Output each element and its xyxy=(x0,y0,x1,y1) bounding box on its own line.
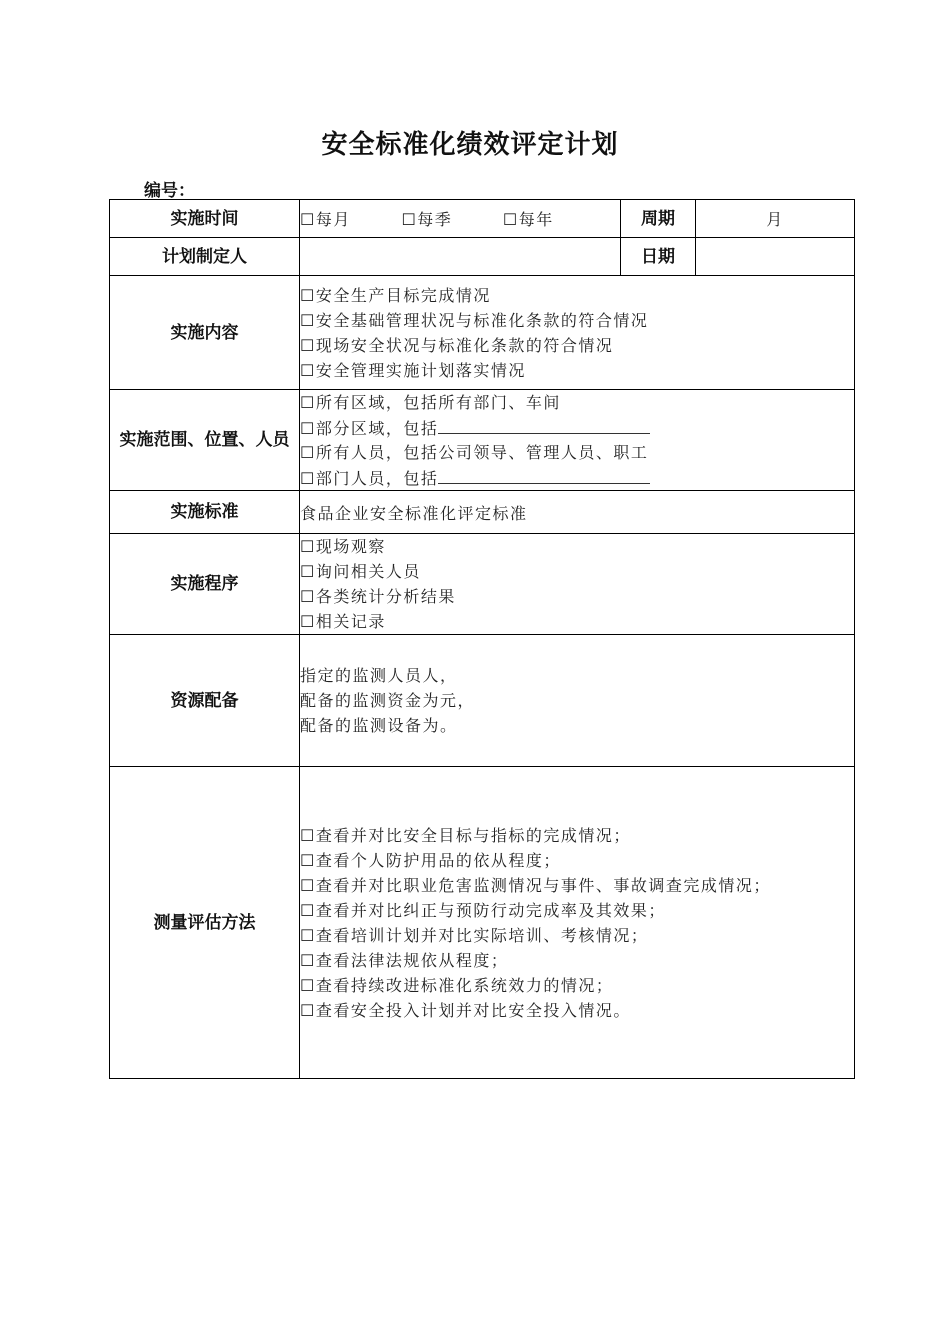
content-option[interactable]: ☐安全基础管理状况与标准化条款的符合情况 xyxy=(300,310,649,330)
method-option[interactable]: ☐查看培训计划并对比实际培训、考核情况； xyxy=(300,925,649,945)
method-option[interactable]: ☐查看个人防护用品的依从程度； xyxy=(300,850,561,870)
period-value: 月 xyxy=(696,200,855,238)
method-option[interactable]: ☐查看法律法规依从程度； xyxy=(300,950,509,970)
label-procedure: 实施程序 xyxy=(110,534,300,635)
content-options xyxy=(300,276,855,390)
method-option[interactable]: ☐查看并对比职业危害监测情况与事件、事故调查完成情况； xyxy=(300,875,771,895)
scope-options xyxy=(300,390,855,491)
serial-number-label: 编号： xyxy=(144,181,195,201)
checkbox-quarterly[interactable]: ☐每季 xyxy=(401,210,453,229)
row-procedure xyxy=(110,534,855,635)
row-implementation-time xyxy=(110,200,855,238)
scope-option[interactable] xyxy=(300,415,854,440)
method-option[interactable]: ☐查看并对比安全目标与指标的完成情况； xyxy=(300,825,631,845)
procedure-option[interactable]: ☐相关记录 xyxy=(300,612,386,631)
method-option[interactable]: ☐查看并对比纠正与预防行动完成率及其效果； xyxy=(300,900,666,920)
label-period: 周期 xyxy=(621,200,696,238)
row-resources xyxy=(110,635,855,767)
label-standard: 实施标准 xyxy=(110,491,300,534)
date-field[interactable] xyxy=(696,238,855,276)
label-scope: 实施范围、位置、人员 xyxy=(110,390,300,491)
procedure-option[interactable]: ☐现场观察 xyxy=(300,537,386,556)
content-option[interactable]: ☐现场安全状况与标准化条款的符合情况 xyxy=(300,335,614,355)
checkbox-monthly[interactable]: ☐每月 xyxy=(300,210,351,229)
content-option[interactable]: ☐安全生产目标完成情况 xyxy=(300,285,491,305)
row-scope xyxy=(110,390,855,491)
scope-option[interactable]: ☐所有人员，包括公司领导、管理人员、职工 xyxy=(300,443,649,462)
row-planner xyxy=(110,238,855,276)
resources-text xyxy=(300,635,855,767)
resource-line: 指定的监测人员人， xyxy=(300,666,458,685)
row-method xyxy=(110,767,855,1079)
label-content: 实施内容 xyxy=(110,276,300,390)
row-content xyxy=(110,276,855,390)
standard-value: 食品企业安全标准化评定标准 xyxy=(300,491,855,534)
scope-option-label: ☐部分区域，包括 xyxy=(300,419,439,438)
document-title: 安全标准化绩效评定计划 xyxy=(321,130,619,160)
label-planner: 计划制定人 xyxy=(110,238,300,276)
fill-in-blank[interactable] xyxy=(438,415,650,434)
scope-option[interactable]: ☐所有区域，包括所有部门、车间 xyxy=(300,393,561,412)
procedure-option[interactable]: ☐询问相关人员 xyxy=(300,562,421,581)
label-method: 测量评估方法 xyxy=(110,767,300,1079)
resource-line: 配备的监测资金为元， xyxy=(300,691,476,710)
checkbox-yearly[interactable]: ☐每年 xyxy=(502,210,554,229)
label-implementation-time: 实施时间 xyxy=(110,200,300,238)
planner-field[interactable] xyxy=(300,238,621,276)
scope-option[interactable] xyxy=(300,465,854,490)
method-option[interactable]: ☐查看安全投入计划并对比安全投入情况。 xyxy=(300,1000,631,1020)
label-resources: 资源配备 xyxy=(110,635,300,767)
frequency-options xyxy=(300,200,621,238)
method-option[interactable]: ☐查看持续改进标准化系统效力的情况； xyxy=(300,975,614,995)
content-option[interactable]: ☐安全管理实施计划落实情况 xyxy=(300,360,526,380)
method-options xyxy=(300,767,855,1079)
scope-option-label: ☐部门人员，包括 xyxy=(300,469,439,488)
fill-in-blank[interactable] xyxy=(438,465,650,484)
procedure-options xyxy=(300,534,855,635)
procedure-option[interactable]: ☐各类统计分析结果 xyxy=(300,587,456,606)
resource-line: 配备的监测设备为。 xyxy=(300,716,458,735)
row-standard xyxy=(110,491,855,534)
plan-form-table xyxy=(109,199,855,1079)
label-date: 日期 xyxy=(621,238,696,276)
